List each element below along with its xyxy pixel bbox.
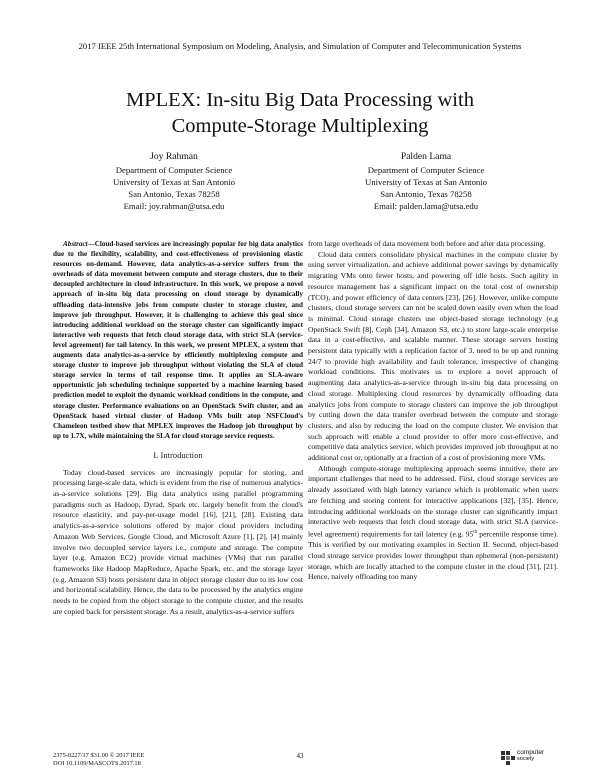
- right-column: [308, 239, 558, 583]
- body-paragraph: from large overheads of data movement both before and after data processing.: [308, 239, 546, 248]
- author-name: Palden Lama: [400, 151, 452, 162]
- body-paragraph: [308, 464, 558, 583]
- author-email: Email: palden.lama@utsa.edu: [373, 201, 479, 211]
- author-univ: University of Texas at San Antonio: [364, 177, 488, 187]
- body-paragraph: Cloud data centers consolidate physical machines in the compute cluster by using server virtualization, and achieve additional power savings by dynamically migrating VMs onto fewer hosts, and powering off idle hosts. Such agility in resource management has a significant impact on the total cost of ownership (TCO), and power efficiency of data centers [23], [26]. However, unlike compute clusters, cloud storage servers can not be scaled down easily even when the load is minimal. Cloud storage clusters use object-based storage technology (e.g OpenStack Swift [8], Ceph [34], Amazon S3, etc.) to store large-scale enterprise data in a cost-effective, and scalable manner. These storage servers hosting persistent data typically with a replication factor of 3, need to be up and running 24/7 to provide high availability and fault tolerance, irrespective of changing workload conditions. This motivates us to explore a novel approach of augmenting data analytics-as-a-service through in-situ big data processing on cloud storage. Multiplexing cloud resources by dynamically offloading data analytics jobs from compute to storage clusters can improve the job throughput by cutting down the data transfer overhead between the compute and storage clusters, and also by reducing the load on the compute cluster. We envision that such approach will enable a cloud provider to offer more cost-effective, and competitive data analytics service, which provides improved job throughput at no additional cost or, optionally at a fraction of a cost of provisioning more VMs.: [308, 249, 558, 463]
- conference-header: 2017 IEEE 25th International Symposium on Modeling, Analysis, and Simulation of Computer and Telecommunication Systems: [78, 41, 522, 51]
- left-column: [53, 239, 303, 617]
- page-number: 43: [296, 752, 304, 760]
- author-city: San Antonio, Texas 78258: [128, 189, 220, 199]
- abstract-label: Abstract: [63, 240, 88, 248]
- abstract: [53, 239, 303, 441]
- author-dept: Department of Computer Science: [115, 165, 233, 175]
- paper-title: [0, 87, 600, 139]
- footer-doi: DOI 10.1109/MASCOTS.2017.18: [53, 760, 141, 767]
- computer-society-logo-icon: [500, 749, 516, 769]
- title-line-2: Compute-Storage Multiplexing: [171, 115, 429, 137]
- intro-paragraph: Today cloud-based services are increasingly popular for storing, and processing large-scale data, which is evident from the rise of numerous analytics-as-a-service solutions [29]. Big data analytics using parallel programming paradigms such as Hadoop, Dyrad, Spark etc. largely benefit from the cloud's resource elasticity, and pay-per-usage model [16], [21], [28]. Existing data analytics-as-a-service solutions offered by major cloud providers including Amazon Web Services, Google Cloud, and Microsoft Azure [1], [2], [4] mainly involve two decoupled service layers i.e., compute and storage. The compute layer (e.g. Amazon EC2) provide virtual machines (VMs) that run parallel frameworks like Hadoop MapReduce, Apache Spark, etc. and the storage layer (e.g. Amazon S3) hosts persistent data in object storage cluster due to its low cost and horizontal scalability. Hence, the data to be processed by the analytics engine needs to be copied from the object storage to the compute cluster, and the results are copied back for persistent storage. As a result, analytics-as-a-service suffers: [53, 467, 303, 616]
- author-name: Joy Rahman: [150, 151, 198, 162]
- abstract-text: —Cloud-based services are increasingly popular for big data analytics due to the flexibility, scalability, and cost-effectiveness of provisioning elastic resources on-demand. However, data analytics-as-a-service suffers from the overheads of data movement between compute and storage clusters, due to their decoupled architecture in cloud infrastructure. In this work, we propose a novel approach of in-situ big data processing on cloud storage by dynamically offloading data-intensive jobs from compute cluster to storage cluster, and improve job throughput. However, it is challenging to achieve this goal since introducing additional workload on the storage cluster can significantly impact interactive web requests that fetch cloud storage data, with strict SLA (service-level agreement) for tail latency. In this work, we present MPLEX, a system that augments data analytics-as-a-service by efficiently multiplexing compute and storage cluster to improve job throughput without violating the SLA of cloud storage service in terms of tail response time. It applies an SLA-aware opportunistic job scheduling technique supported by a machine learning based prediction model to exploit the dynamic workload conditions in the compute, and storage cluster. Performance evaluations on an OpenStack Swift cluster, and an OpenStack based virtual cluster of Hadoop VMs built atop NSFCloud's Chameleon testbed show that MPLEX improves the Hadoop job throughput by up to 1.7X, while maintaining the SLA for cloud storage service requests.: [53, 240, 303, 440]
- body-text: percentile response time). This is verified by our motivating examples in Section II. Second, object-based cloud storage service provides lower throughput than ephemeral (non-persistent) storage, which are locally attached to the compute cluster in the cloud [31], [21]. Hence, naively offloading too many: [308, 529, 559, 582]
- author-email: Email: joy.rahman@utsa.edu: [123, 201, 225, 211]
- author-block: [48, 151, 552, 212]
- author-1: [48, 151, 300, 212]
- author-2: [300, 151, 552, 212]
- logo-text-society: society: [517, 756, 535, 762]
- logo-text-computer: computer: [517, 749, 545, 756]
- section-heading-introduction: I. Introduction: [153, 450, 203, 460]
- author-city: San Antonio, Texas 78258: [380, 189, 472, 199]
- author-dept: Department of Computer Science: [367, 165, 485, 175]
- computer-society-logo: [500, 749, 555, 771]
- superscript: th: [473, 529, 478, 535]
- body-text: Although compute-storage multiplexing approach seems intuitive, there are important challenges that need to be addressed. First, cloud storage services are already associated with high latency variance which is problematic when users are fetching and storing content for interactive applications [32], [35]. Hence, introducing additional workloads on the storage cluster can significantly impact interactive web requests that fetch cloud storage data, with strict SLA (service-level agreement) requirements for tail latency (e.g. 95: [308, 463, 558, 539]
- title-line-1: MPLEX: In-situ Big Data Processing with: [126, 89, 474, 111]
- author-univ: University of Texas at San Antonio: [112, 177, 236, 187]
- footer-issn: 2375-0227/17 $31.00 © 2017 IEEE: [53, 752, 145, 759]
